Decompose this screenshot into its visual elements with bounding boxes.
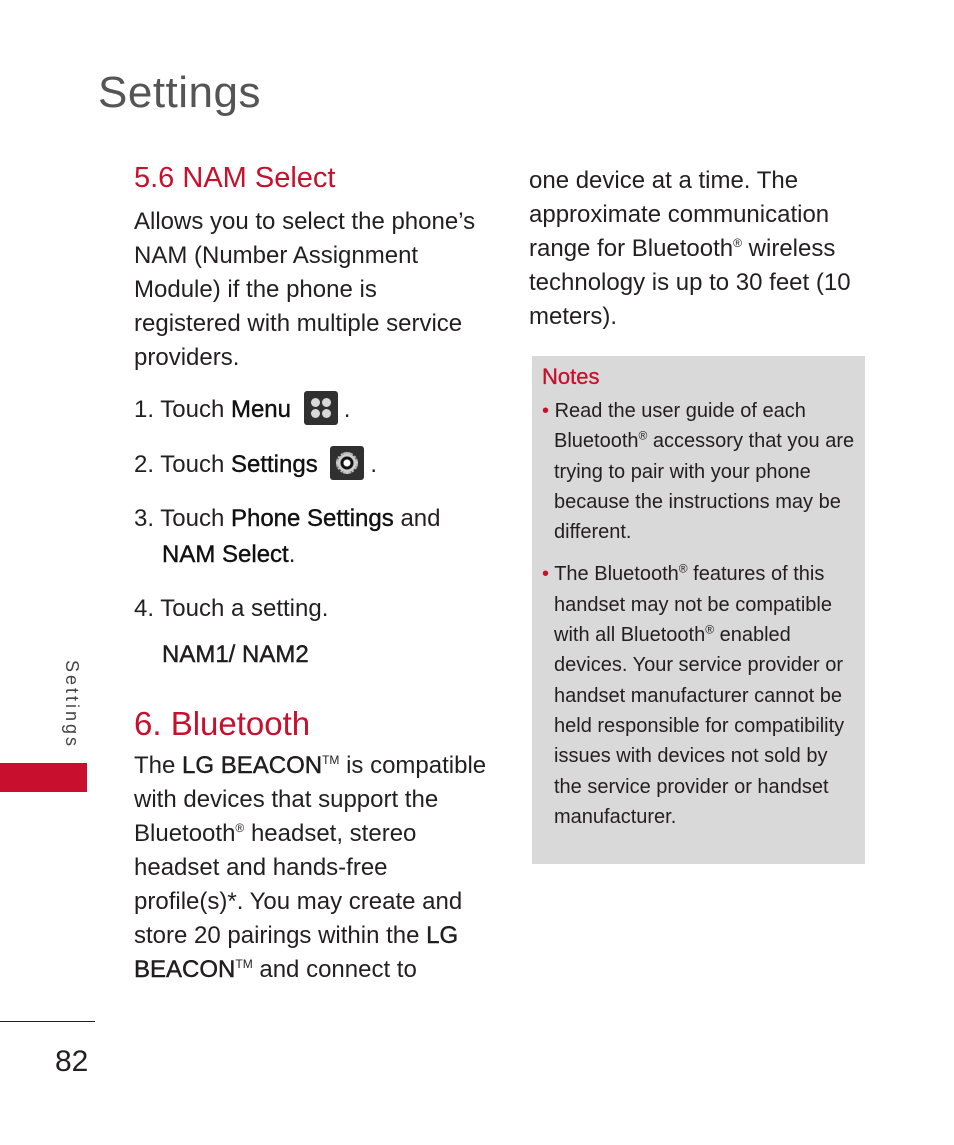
nam-select-description: Allows you to select the phone’s NAM (Number Assignment Module) if the phone is registered with multiple service providers. <box>134 208 476 371</box>
note-item: • Read the user guide of each Bluetooth® accessory that you are trying to pair with your phone because the instructions may be different. <box>542 400 855 544</box>
footer-divider <box>0 1021 95 1022</box>
page-number: 82 <box>55 1045 89 1078</box>
section-tab-marker <box>0 763 87 792</box>
menu-grid-icon <box>304 391 338 425</box>
bluetooth-description: The LG BEACON™ is compatible with devices that support the Bluetooth® headset, stereo headset and hands-free profile(s)*. You may create and store 20 pairings within the LG BEACON™ and connect to <box>134 752 487 983</box>
step-1: 1. Touch Menu . <box>134 391 489 428</box>
left-column <box>134 162 489 987</box>
note-item: • The Bluetooth® features of this handset may not be compatible with all Bluetooth® enabled devices. Your service provider or handset manufacturer cannot be held responsible for compatibility issues with devices not sold by the service provider or handset manufacturer. <box>542 561 845 828</box>
side-section-label: Settings <box>62 660 82 750</box>
nam-select-heading: 5.6 NAM Select <box>134 162 336 194</box>
bluetooth-description-continued: one device at a time. The approximate communication range for Bluetooth® wireless technology is up to 30 feet (10 meters). <box>529 167 851 330</box>
notes-box <box>532 356 865 864</box>
notes-title: Notes <box>542 364 600 389</box>
settings-gear-icon <box>330 446 364 480</box>
step-4: 4. Touch a setting. <box>134 595 329 622</box>
nam-options: NAM1/ NAM2 <box>162 641 309 668</box>
step-3: 3. Touch Phone Settings and NAM Select. <box>134 505 441 568</box>
bluetooth-section <box>134 705 489 987</box>
nam-select-steps <box>134 391 489 669</box>
step-2: 2. Touch Settings . <box>134 446 489 483</box>
bluetooth-heading: 6. Bluetooth <box>134 705 311 742</box>
page-title: Settings <box>98 68 261 117</box>
right-column <box>529 164 874 864</box>
